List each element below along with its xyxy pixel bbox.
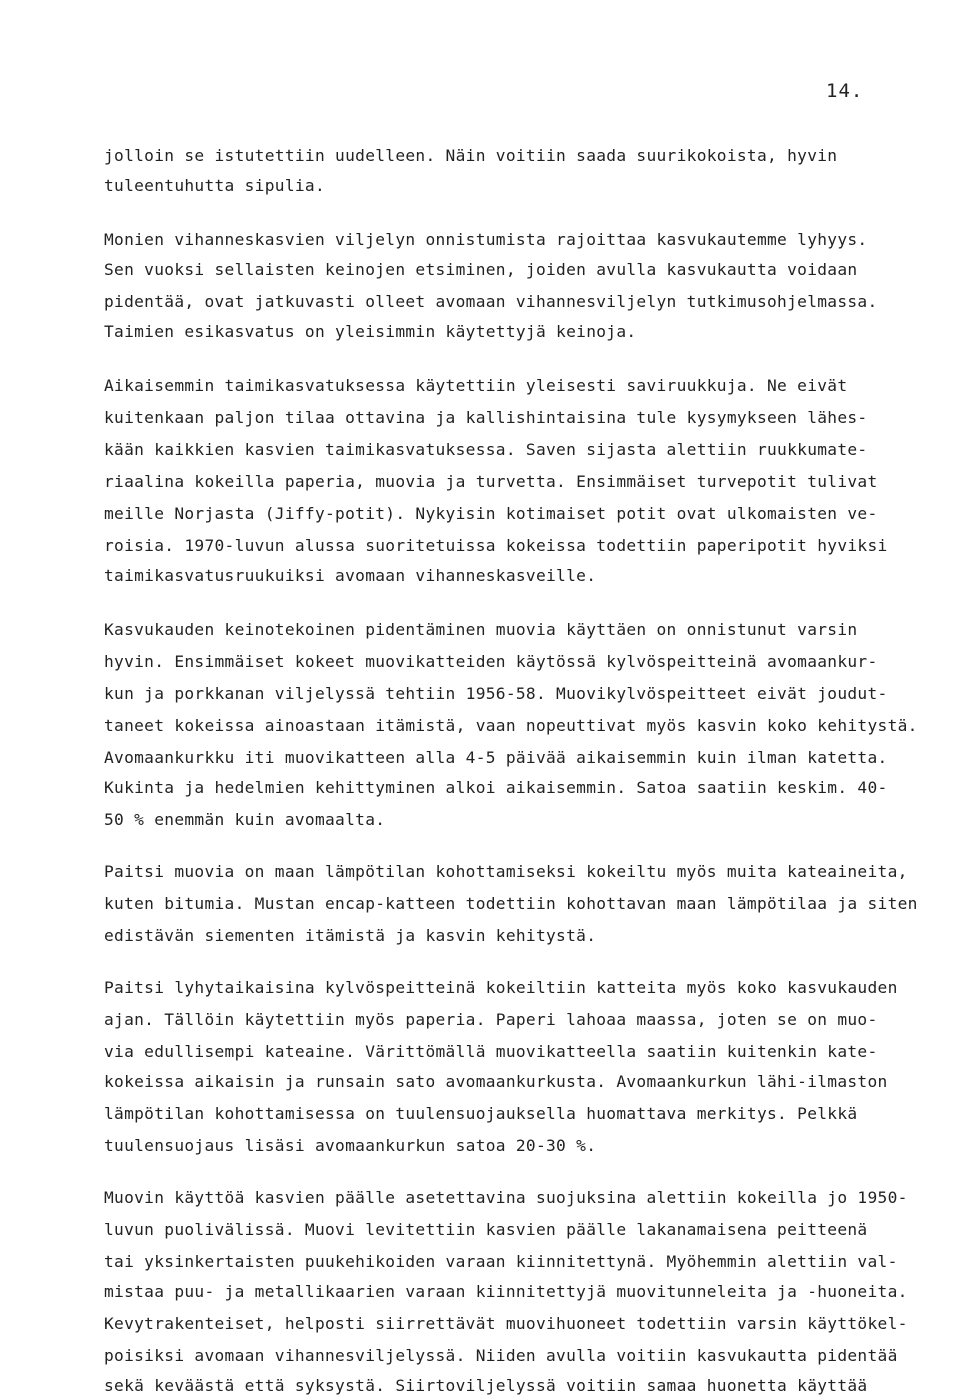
- paragraph-3-line-6: roisia. 1970-luvun alussa suoritetuissa kokeissa todettiin paperipotit hyviksi: [104, 536, 888, 555]
- paragraph-3-line-4: riaalina kokeilla paperia, muovia ja turvetta. Ensimmäiset turvepotit tulivat: [104, 472, 878, 491]
- paragraph-3-line-1: Aikaisemmin taimikasvatuksessa käytettiin yleisesti saviruukkuja. Ne eivät: [104, 376, 848, 395]
- paragraph-4-line-4: taneet kokeissa ainoastaan itämistä, vaan nopeuttivat myös kasvin koko kehitystä.: [104, 716, 918, 735]
- paragraph-3-line-2: kuitenkaan paljon tilaa ottavina ja kallishintaisina tule kysymykseen lähes-: [104, 408, 868, 427]
- paragraph-7-line-6: poisiksi avomaan vihannesviljelyssä. Niiden avulla voitiin kasvukautta pidentää: [104, 1346, 898, 1365]
- paragraph-7-line-4: mistaa puu- ja metallikaarien varaan kiinnitettyjä muovitunneleita ja -huoneita.: [104, 1282, 908, 1301]
- paragraph-7-line-1: Muovin käyttöä kasvien päälle asetettavina suojuksina alettiin kokeilla jo 1950-: [104, 1188, 908, 1207]
- paragraph-4-line-7: 50 % enemmän kuin avomaalta.: [104, 810, 386, 829]
- paragraph-7-line-7: sekä keväästä että syksystä. Siirtoviljelyssä voitiin samaa huonetta käyttää: [104, 1376, 868, 1395]
- paragraph-5-line-3: edistävän siementen itämistä ja kasvin kehitystä.: [104, 926, 597, 945]
- paragraph-2-line-1: Monien vihanneskasvien viljelyn onnistumista rajoittaa kasvukautemme lyhyys.: [104, 230, 868, 249]
- paragraph-4-line-2: hyvin. Ensimmäiset kokeet muovikatteiden käytössä kylvöspeitteinä avomaankur-: [104, 652, 878, 671]
- paragraph-4-line-6: Kukinta ja hedelmien kehittyminen alkoi aikaisemmin. Satoa saatiin keskim. 40-: [104, 778, 888, 797]
- paragraph-1-line-2: tuleentuhutta sipulia.: [104, 176, 326, 195]
- paragraph-4-line-3: kun ja porkkanan viljelyssä tehtiin 1956-58. Muovikylvöspeitteet eivät joudut-: [104, 684, 888, 703]
- paragraph-2-line-3: pidentää, ovat jatkuvasti olleet avomaan vihannesviljelyn tutkimusohjelmassa.: [104, 292, 878, 311]
- paragraph-5-line-1: Paitsi muovia on maan lämpötilan kohottamiseksi kokeiltu myös muita kateaineita,: [104, 862, 908, 881]
- paragraph-2-line-2: Sen vuoksi sellaisten keinojen etsiminen, joiden avulla kasvukautta voidaan: [104, 260, 858, 279]
- page-number: 14.: [826, 80, 864, 102]
- paragraph-1-line-1: jolloin se istutettiin uudelleen. Näin voitiin saada suurikokoista, hyvin: [104, 146, 838, 165]
- paragraph-7-line-5: Kevytrakenteiset, helposti siirrettävät muovihuoneet todettiin varsin käyttökel-: [104, 1314, 908, 1333]
- paragraph-4-line-1: Kasvukauden keinotekoinen pidentäminen muovia käyttäen on onnistunut varsin: [104, 620, 858, 639]
- paragraph-6-line-6: tuulensuojaus lisäsi avomaankurkun satoa 20-30 %.: [104, 1136, 597, 1155]
- paragraph-3-line-7: taimikasvatusruukuiksi avomaan vihanneskasveille.: [104, 566, 597, 585]
- paragraph-6-line-3: via edullisempi kateaine. Värittömällä muovikatteella saatiin kuitenkin kate-: [104, 1042, 878, 1061]
- paragraph-3-line-3: kään kaikkien kasvien taimikasvatuksessa. Saven sijasta alettiin ruukkumate-: [104, 440, 868, 459]
- paragraph-2-line-4: Taimien esikasvatus on yleisimmin käytettyjä keinoja.: [104, 322, 637, 341]
- paragraph-6-line-5: lämpötilan kohottamisessa on tuulensuojauksella huomattava merkitys. Pelkkä: [104, 1104, 858, 1123]
- paragraph-4-line-5: Avomaankurkku iti muovikatteen alla 4-5 päivää aikaisemmin kuin ilman katetta.: [104, 748, 888, 767]
- paragraph-7-line-3: tai yksinkertaisten puukehikoiden varaan kiinnitettynä. Myöhemmin alettiin val-: [104, 1252, 898, 1271]
- paragraph-3-line-5: meille Norjasta (Jiffy-potit). Nykyisin kotimaiset potit ovat ulkomaisten ve-: [104, 504, 878, 523]
- paragraph-6-line-1: Paitsi lyhytaikaisina kylvöspeitteinä kokeiltiin katteita myös koko kasvukauden: [104, 978, 898, 997]
- paragraph-5-line-2: kuten bitumia. Mustan encap-katteen todettiin kohottavan maan lämpötilaa ja siten: [104, 894, 918, 913]
- paragraph-6-line-2: ajan. Tällöin käytettiin myös paperia. Paperi lahoaa maassa, joten se on muo-: [104, 1010, 878, 1029]
- paragraph-7-line-2: luvun puolivälissä. Muovi levitettiin kasvien päälle lakanamaisena peitteenä: [104, 1220, 868, 1239]
- paragraph-6-line-4: kokeissa aikaisin ja runsain sato avomaankurkusta. Avomaankurkun lähi-ilmaston: [104, 1072, 888, 1091]
